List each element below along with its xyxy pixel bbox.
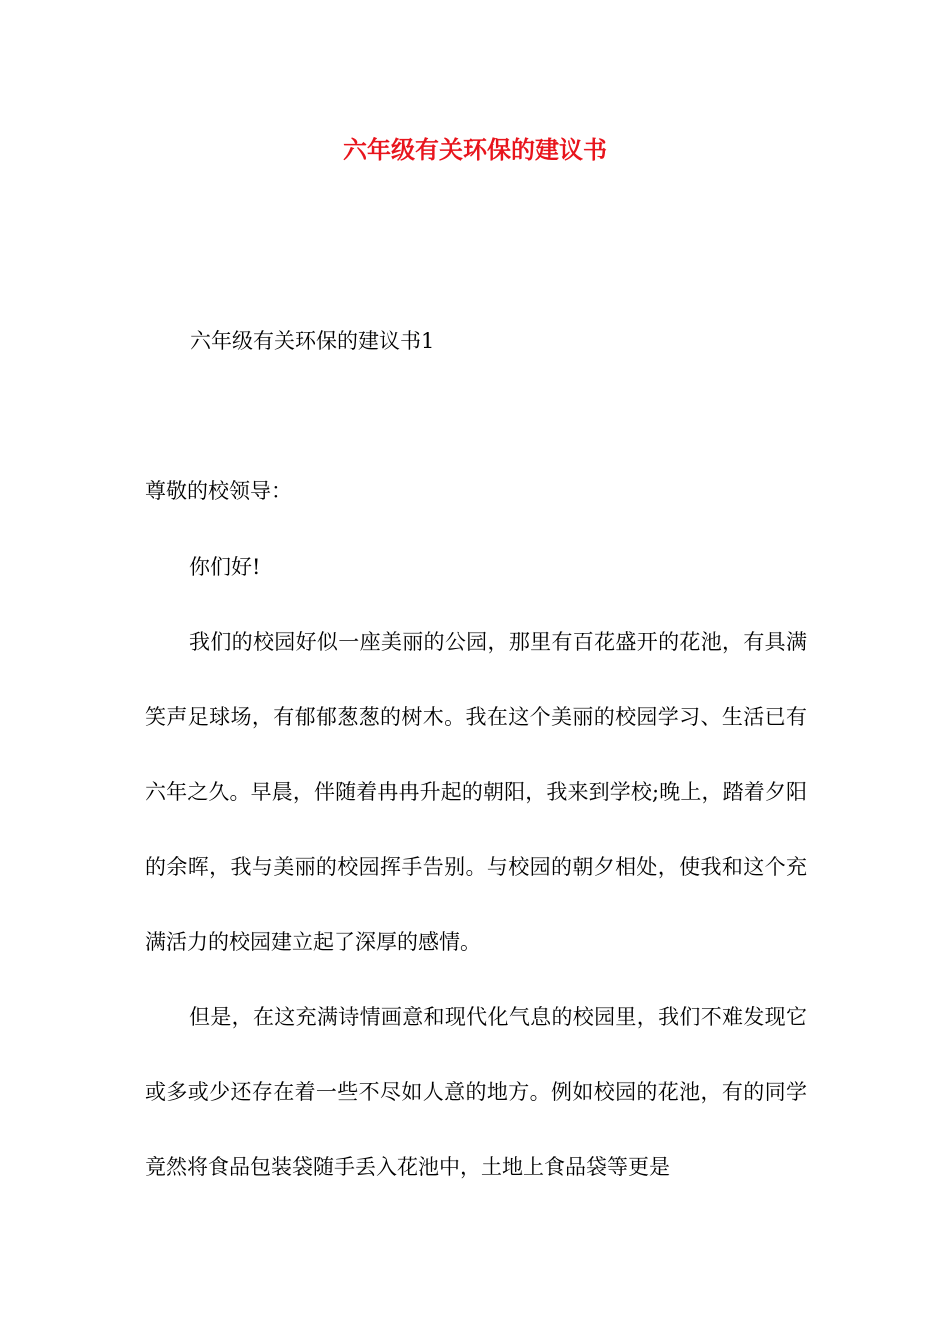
body-paragraph: 但是，在这充满诗情画意和现代化气息的校园里，我们不难发现它或多或少还存在着一些不尽如人意的地方。例如校园的花池，有的同学竟然将食品包装袋随手丢入花池中，土地上食品袋等更是 bbox=[145, 1005, 807, 1179]
salutation-block bbox=[145, 530, 807, 605]
section-heading: 六年级有关环保的建议书1 bbox=[190, 329, 435, 353]
body-paragraph-block bbox=[145, 605, 807, 980]
body-paragraph-block bbox=[145, 980, 807, 1205]
body-paragraph: 我们的校园好似一座美丽的公园，那里有百花盛开的花池，有具满笑声足球场，有郁郁葱葱的树木。我在这个美丽的校园学习、生活已有六年之久。早晨，伴随着冉冉升起的朝阳，我来到学校;晚上，踏着夕阳的余晖，我与美丽的校园挥手告别。与校园的朝夕相处，使我和这个充满活力的校园建立起了深厚的感情。 bbox=[145, 630, 807, 954]
greeting-line: 尊敬的校领导： bbox=[145, 479, 292, 503]
document-title: 六年级有关环保的建议书 bbox=[343, 135, 607, 164]
salutation-text: 你们好! bbox=[189, 555, 261, 579]
